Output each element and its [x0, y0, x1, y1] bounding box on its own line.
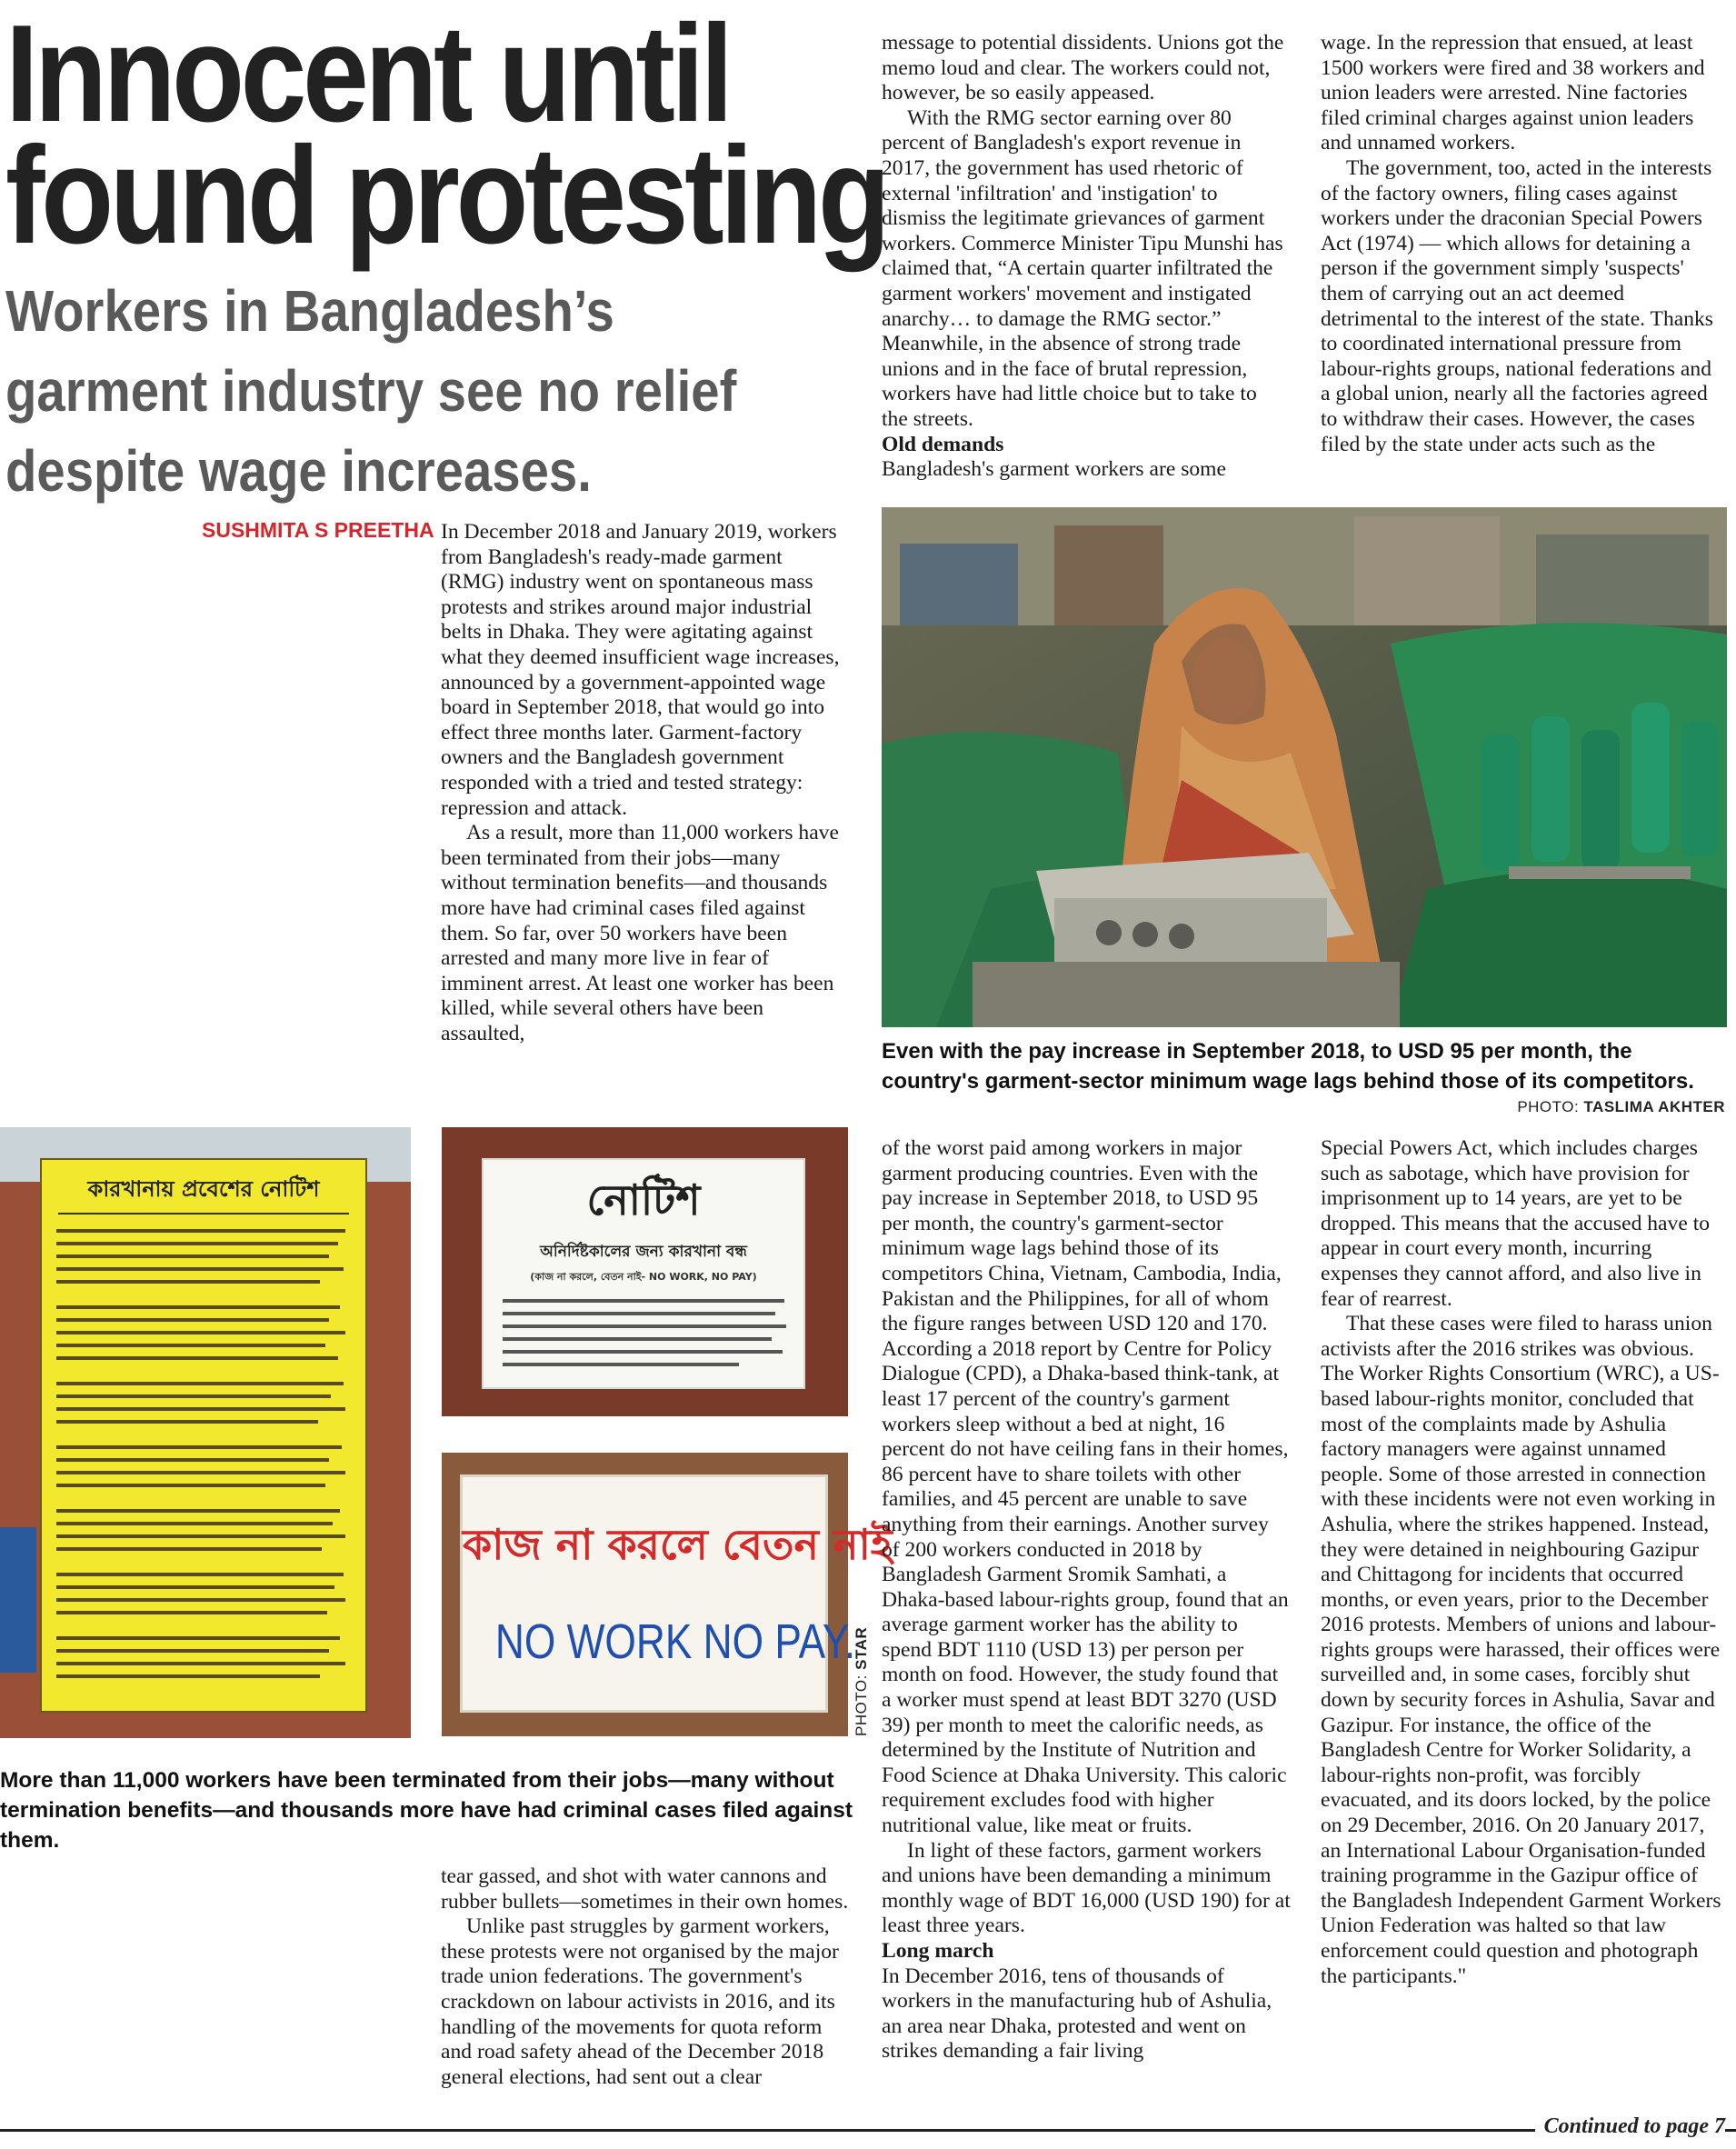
paragraph: In December 2016, tens of thousands of workers in the manufacturing hub of Ashulia, an area near Dhaka, protested and went on strikes demanding a fair living: [882, 1964, 1272, 2064]
byline: SUSHMITA S PREETHA: [202, 518, 434, 542]
paragraph: In light of these factors, garment workers and unions have been demanding a minimum monthly wage of BDT 16,000 (USD 190) for at least three years.: [882, 1838, 1291, 1938]
headline-line-1: Innocent until: [5, 0, 730, 151]
paragraph: That these cases were filed to harass union activists after the 2016 strikes was obvious. The Worker Rights Consortium (WRC), a US-based labour-rights monitor, concluded that most of the complaints made by Ashulia factory managers were against unnamed people. Some of those arrested in connection with these incidents were not even working in Ashulia, where the strikes happened. Instead, they were detained in neighbouring Gazipur and Chittagong for incidents that occurred months, or even years, prior to the December 2016 protests. Members of unions and labour-rights groups were harassed, their offices were surveilled and, in some cases, forcibly shut down by security forces in Ashulia, Savar and Gazipur. For instance, the office of the Bangladesh Centre for Worker Solidarity, a labour-rights non-profit, was forcibly evacuated, and its doors locked, by the police on 29 December, 2016. On 20 January 2017, an International Labour Organisation-funded training programme in the Gazipur office of the Bangladesh Independent Garment Workers Union Federation was halted so that law enforcement could question and photograph the participants.": [1321, 1312, 1721, 1988]
notice-text-lines: [53, 1224, 353, 1733]
headline: [5, 0, 887, 273]
subhead-line-3: despite wage increases.: [5, 438, 592, 504]
yellow-notice-poster: [40, 1158, 367, 1713]
photo-credit-main: [1517, 1098, 1725, 1116]
photo-white-notice: [442, 1127, 848, 1416]
subheadline: [5, 271, 773, 511]
credit-name: TASLIMA AKHTER: [1583, 1098, 1725, 1115]
column-bottom-middle: [882, 1136, 1291, 2064]
paragraph: The government, too, acted in the interests of the factory owners, filing cases against workers under the draconian Special Powers Act (1974) — which allows for detaining a person if the government simply 'suspects' them of carrying out an act deemed detrimental to the interest of the state. Thanks to coordinated international pressure from labour-rights groups, national federations and a global union, nearly all the factories agreed to withdraw their cases. However, the cases filed by the state under acts such as the: [1321, 155, 1713, 456]
notice-yellow-title: কারখানায় প্রবেশের নোটিশ: [58, 1173, 349, 1214]
photo-garment-worker: [882, 507, 1727, 1027]
photo-yellow-notice: [0, 1127, 411, 1738]
caption-notice-photos: More than 11,000 workers have been terminated from their jobs—many without termination benefits—and thousands more have had criminal cases filed against them.: [0, 1768, 853, 1853]
sign-bangla-text: কাজ না করলে বেতন নাই: [463, 1520, 893, 1569]
paragraph: With the RMG sector earning over 80 percent of Bangladesh's export revenue in 2017, the government has used rhetoric of external 'infiltration' and 'instigation' to dismiss the legitimate grievances of garment workers. Commerce Minister Tipu Munshi has claimed that, “A certain quarter infiltrated the garment workers' movement and instigated anarchy… to damage the RMG sector.” Meanwhile, in the absence of strong trade unions and in the face of brutal repression, workers have had little choice but to take to the streets.: [882, 105, 1283, 431]
paragraph: of the worst paid among workers in major garment producing countries. Even with the pay increase in September 2018, to USD 95 per month, the country's garment-sector minimum wage lags behind those of its competitors China, Vietnam, Cambodia, India, Pakistan and the Philippines, for all of whom the figure ranges between USD 120 and 170. According a 2018 report by Centre for Policy Dialogue (CPD), a Dhaka-based think-tank, at least 17 percent of the country's garment workers sleep without a bed at night, 16 percent do not have ceiling fans in their homes, 86 percent have to share toilets with other families, and 45 percent are unable to save anything from their earnings. Another survey of 200 workers conducted in 2018 by Bangladesh Garment Sromik Samhati, a Dhaka-based labour-rights group, found that an average garment worker has the ability to spend BDT 1110 (USD 13) per person per month on food. However, the study found that a worker must spend at least BDT 3270 (USD 39) per month to meet the calorific needs, as determined by the Institute of Nutrition and Food Science at Dhaka University. This caloric requirement excludes food with higher nutritional value, like meat or fruits.: [882, 1136, 1289, 1838]
caption-main-photo: Even with the pay increase in September 2018, to USD 95 per month, the country's garment-sector minimum wage lags behind those of its competitors.: [882, 1039, 1694, 1094]
section-subhead: Old demands: [882, 432, 1004, 456]
subhead-line-2: garment industry see no relief: [5, 358, 737, 424]
column-intro: [441, 520, 850, 1046]
paragraph: Unlike past struggles by garment workers, these protests were not organised by the major trade union federations. The government's crackdown on labour activists in 2016, and its handling of the movements for quota reform and road safety ahead of the December 2018 general elections, had sent out a clear: [441, 1914, 839, 2089]
sign-english-text: NO WORK NO PAY.: [494, 1614, 856, 1669]
column-top-right: [1321, 31, 1725, 457]
continued-link[interactable]: Continued to page 7: [1535, 2114, 1725, 2139]
paragraph: In December 2018 and January 2019, workers from Bangladesh's ready-made garment (RMG) industry went on spontaneous mass protests and strikes around major industrial belts in Dhaka. They were agitating against what they deemed insufficient wage increases, announced by a government-appointed wage board in September 2018, that would go into effect three months later. Garment-factory owners and the Bangladesh government responded with a tried and tested strategy: repression and attack.: [441, 520, 840, 820]
notice-white-subtitle: অনির্দিষ্টকালের জন্য কারখানা বন্ধ: [540, 1243, 747, 1261]
credit-name: STAR: [853, 1626, 870, 1670]
paragraph: tear gassed, and shot with water cannons and rubber bullets—sometimes in their own homes.: [441, 1864, 849, 1914]
notice-white-title: নোটিশ: [586, 1175, 701, 1224]
paragraph: Special Powers Act, which includes charges such as sabotage, which have provision for imprisonment up to 14 years, are yet to be dropped. This means that the accused have to appear in court every month, incurring expenses they cannot afford, and also live in fear of rearrest.: [1321, 1136, 1711, 1311]
section-subhead: Long march: [882, 1939, 994, 1963]
column-top-middle: [882, 31, 1286, 483]
notice-white-text-lines: [494, 1292, 793, 1392]
headline-line-2: found protesting: [5, 118, 887, 273]
column-bottom-right: [1321, 1136, 1725, 1989]
garment-worker-illustration: [882, 507, 1727, 1027]
paragraph: As a result, more than 11,000 workers have been terminated from their jobs—many without termination benefits—and thousands more have had criminal cases filed against them. So far, over 50 workers have been arrested and many more live in fear of imminent arrest. At least one worker has been killed, while several others have been assaulted,: [441, 821, 839, 1045]
footer-rule: [0, 2129, 1736, 2132]
notice-white-line: (কাজ না করলে, বেতন নাই- NO WORK, NO PAY): [530, 1271, 757, 1283]
white-notice-paper: [484, 1160, 803, 1387]
paragraph: Bangladesh's garment workers are some: [882, 457, 1227, 482]
column-bottom-left: [441, 1864, 850, 2090]
credit-label: PHOTO:: [853, 1674, 870, 1736]
paragraph: message to potential dissidents. Unions got the memo loud and clear. The workers could not, however, be so easily appeased.: [882, 31, 1284, 105]
photo-credit-notices: [853, 1627, 871, 1736]
credit-label: PHOTO:: [1517, 1098, 1580, 1115]
paragraph: wage. In the repression that ensued, at least 1500 workers were fired and 38 workers and union leaders were arrested. Nine factories filed criminal charges against union leaders and unnamed workers.: [1321, 31, 1705, 155]
subhead-line-1: Workers in Bangladesh’s: [5, 278, 614, 344]
